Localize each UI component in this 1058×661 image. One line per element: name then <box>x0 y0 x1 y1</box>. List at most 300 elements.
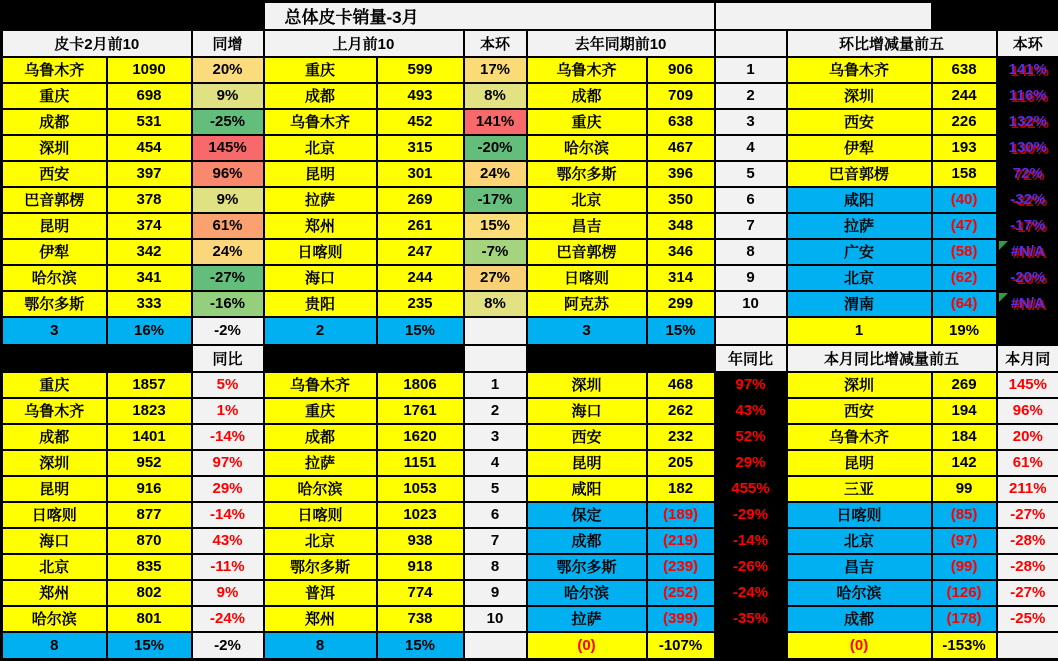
pct-cell[interactable]: 61% <box>997 450 1058 476</box>
city-cell[interactable]: 拉萨 <box>527 606 647 632</box>
pct-cell[interactable]: -27% <box>192 265 264 291</box>
city-cell[interactable]: 北京 <box>527 187 647 213</box>
pct-cell[interactable]: 27% <box>464 265 527 291</box>
pct-cell[interactable]: 5% <box>192 372 264 398</box>
value-cell[interactable]: (58) <box>932 239 997 265</box>
value-cell[interactable]: 877 <box>107 502 192 528</box>
value-cell[interactable]: 738 <box>377 606 464 632</box>
rank-cell[interactable]: 6 <box>715 187 787 213</box>
empty-cell <box>997 317 1058 345</box>
rank-cell[interactable]: 4 <box>715 135 787 161</box>
value-cell[interactable]: (239) <box>647 554 715 580</box>
pct-cell[interactable]: 8% <box>464 83 527 109</box>
city-cell[interactable]: 成都 <box>2 109 107 135</box>
value-cell[interactable]: 205 <box>647 450 715 476</box>
value-cell[interactable]: 315 <box>377 135 464 161</box>
city-cell[interactable]: 日喀则 <box>527 265 647 291</box>
city-cell[interactable]: 深圳 <box>2 450 107 476</box>
pct-cell[interactable]: 97% <box>192 450 264 476</box>
city-cell[interactable]: 日喀则 <box>264 502 377 528</box>
city-cell[interactable]: 昌吉 <box>527 213 647 239</box>
pct-cell[interactable]: #N/A <box>997 239 1058 265</box>
value-cell[interactable]: 269 <box>377 187 464 213</box>
summary-cell[interactable]: 15% <box>647 317 715 345</box>
value-cell[interactable]: 1761 <box>377 398 464 424</box>
value-cell[interactable]: 301 <box>377 161 464 187</box>
city-cell[interactable]: 西安 <box>787 398 932 424</box>
rank-cell[interactable]: 10 <box>715 291 787 317</box>
value-cell[interactable]: 348 <box>647 213 715 239</box>
summary-cell[interactable]: 15% <box>377 632 464 660</box>
value-cell[interactable]: 952 <box>107 450 192 476</box>
city-cell[interactable]: 昆明 <box>787 450 932 476</box>
value-cell[interactable]: 247 <box>377 239 464 265</box>
value-cell[interactable]: 374 <box>107 213 192 239</box>
table-row <box>2 161 1058 187</box>
summary-cell[interactable]: 16% <box>107 317 192 345</box>
summary-cell[interactable]: 8 <box>2 632 107 660</box>
pct-cell[interactable]: 43% <box>192 528 264 554</box>
column-header[interactable]: 同增 <box>192 30 264 57</box>
value-cell[interactable]: 378 <box>107 187 192 213</box>
city-cell[interactable]: 北京 <box>264 135 377 161</box>
empty-cell <box>997 2 1058 30</box>
value-cell[interactable]: 1151 <box>377 450 464 476</box>
city-cell[interactable]: 哈尔滨 <box>2 265 107 291</box>
city-cell[interactable]: 乌鲁木齐 <box>2 57 107 83</box>
value-cell[interactable]: 1023 <box>377 502 464 528</box>
rank-cell[interactable]: 7 <box>464 528 527 554</box>
pct-cell[interactable]: -28% <box>997 554 1058 580</box>
summary-cell[interactable]: 8 <box>264 632 377 660</box>
yoy-pct-cell[interactable]: 52% <box>715 424 787 450</box>
column-header[interactable]: 本环 <box>997 30 1058 57</box>
rank-cell[interactable]: 1 <box>715 57 787 83</box>
city-cell[interactable]: 海口 <box>264 265 377 291</box>
city-cell[interactable]: 拉萨 <box>264 450 377 476</box>
pct-cell[interactable]: 96% <box>192 161 264 187</box>
summary-cell[interactable]: -107% <box>647 632 715 660</box>
value-cell[interactable]: 333 <box>107 291 192 317</box>
city-cell[interactable]: 阿克苏 <box>527 291 647 317</box>
table-row <box>2 450 1058 476</box>
city-cell[interactable]: 昌吉 <box>787 554 932 580</box>
city-cell[interactable]: 成都 <box>264 83 377 109</box>
table-row <box>2 606 1058 632</box>
rank-cell[interactable]: 7 <box>715 213 787 239</box>
rank-cell[interactable]: 9 <box>715 265 787 291</box>
pct-cell[interactable]: 29% <box>192 476 264 502</box>
empty-cell <box>715 632 787 660</box>
value-cell[interactable]: (99) <box>932 554 997 580</box>
value-cell[interactable]: (85) <box>932 502 997 528</box>
value-cell[interactable]: 299 <box>647 291 715 317</box>
pct-cell[interactable]: 20% <box>192 57 264 83</box>
value-cell[interactable]: 531 <box>107 109 192 135</box>
value-cell[interactable]: (178) <box>932 606 997 632</box>
city-cell[interactable]: 成都 <box>527 83 647 109</box>
pct-cell[interactable]: -20% <box>464 135 527 161</box>
summary-cell[interactable]: -153% <box>932 632 997 660</box>
pct-cell[interactable]: 15% <box>464 213 527 239</box>
table-row <box>2 187 1058 213</box>
city-cell[interactable]: 巴音郭楞 <box>2 187 107 213</box>
value-cell[interactable]: (252) <box>647 580 715 606</box>
pct-cell[interactable]: -25% <box>997 606 1058 632</box>
value-cell[interactable]: 454 <box>107 135 192 161</box>
rank-cell[interactable]: 9 <box>464 580 527 606</box>
pct-cell[interactable]: -17% <box>997 213 1058 239</box>
value-cell[interactable]: 467 <box>647 135 715 161</box>
city-cell[interactable]: 西安 <box>2 161 107 187</box>
city-cell[interactable]: 郑州 <box>264 213 377 239</box>
value-cell[interactable]: 314 <box>647 265 715 291</box>
rank-cell[interactable]: 5 <box>464 476 527 502</box>
value-cell[interactable]: (189) <box>647 502 715 528</box>
value-cell[interactable]: 916 <box>107 476 192 502</box>
summary-cell[interactable]: (0) <box>787 632 932 660</box>
city-cell[interactable]: 乌鲁木齐 <box>527 57 647 83</box>
summary-cell[interactable]: -2% <box>192 317 264 345</box>
table-row <box>2 580 1058 606</box>
city-cell[interactable]: 乌鲁木齐 <box>787 57 932 83</box>
empty-cell <box>715 317 787 345</box>
table-row <box>2 57 1058 83</box>
city-cell[interactable]: 日喀则 <box>2 502 107 528</box>
value-cell[interactable]: 599 <box>377 57 464 83</box>
value-cell[interactable]: 99 <box>932 476 997 502</box>
city-cell[interactable]: 三亚 <box>787 476 932 502</box>
city-cell[interactable]: 伊犁 <box>787 135 932 161</box>
city-cell[interactable]: 郑州 <box>2 580 107 606</box>
city-cell[interactable]: 乌鲁木齐 <box>787 424 932 450</box>
table-row <box>2 83 1058 109</box>
pct-cell[interactable]: -14% <box>192 424 264 450</box>
value-cell[interactable]: 638 <box>932 57 997 83</box>
value-cell[interactable]: 1857 <box>107 372 192 398</box>
value-cell[interactable]: (399) <box>647 606 715 632</box>
pct-cell[interactable]: -20% <box>997 265 1058 291</box>
city-cell[interactable]: 鄂尔多斯 <box>264 554 377 580</box>
value-cell[interactable]: (64) <box>932 291 997 317</box>
city-cell[interactable]: 重庆 <box>2 83 107 109</box>
city-cell[interactable]: 哈尔滨 <box>527 135 647 161</box>
pct-cell[interactable]: 8% <box>464 291 527 317</box>
yoy-pct-cell[interactable]: -29% <box>715 502 787 528</box>
city-cell[interactable]: 咸阳 <box>527 476 647 502</box>
value-cell[interactable]: 142 <box>932 450 997 476</box>
rank-cell[interactable]: 8 <box>715 239 787 265</box>
pct-cell[interactable]: 145% <box>192 135 264 161</box>
value-cell[interactable]: 244 <box>377 265 464 291</box>
table-row <box>2 554 1058 580</box>
city-cell[interactable]: 广安 <box>787 239 932 265</box>
table-row <box>2 109 1058 135</box>
city-cell[interactable]: 昆明 <box>2 213 107 239</box>
pct-cell[interactable]: -11% <box>192 554 264 580</box>
pct-cell[interactable]: 141% <box>464 109 527 135</box>
city-cell[interactable]: 鄂尔多斯 <box>527 161 647 187</box>
pct-cell[interactable]: 130% <box>997 135 1058 161</box>
value-cell[interactable]: (126) <box>932 580 997 606</box>
value-cell[interactable]: (40) <box>932 187 997 213</box>
value-cell[interactable]: 184 <box>932 424 997 450</box>
value-cell[interactable]: 350 <box>647 187 715 213</box>
summary-cell[interactable]: 15% <box>107 632 192 660</box>
value-cell[interactable]: 396 <box>647 161 715 187</box>
value-cell[interactable]: 262 <box>647 398 715 424</box>
pct-cell[interactable]: 116% <box>997 83 1058 109</box>
value-cell[interactable]: 232 <box>647 424 715 450</box>
pct-cell[interactable]: 1% <box>192 398 264 424</box>
title-row <box>2 2 1058 30</box>
column-header[interactable]: 上月前10 <box>264 30 464 57</box>
value-cell[interactable]: 1090 <box>107 57 192 83</box>
value-cell[interactable]: (219) <box>647 528 715 554</box>
empty-cell <box>715 2 932 30</box>
city-cell[interactable]: 北京 <box>2 554 107 580</box>
city-cell[interactable]: 成都 <box>2 424 107 450</box>
column-header[interactable]: 去年同期前10 <box>527 30 715 57</box>
value-cell[interactable]: 698 <box>107 83 192 109</box>
value-cell[interactable]: 1053 <box>377 476 464 502</box>
rank-cell[interactable]: 1 <box>464 372 527 398</box>
city-cell[interactable]: 乌鲁木齐 <box>264 372 377 398</box>
city-cell[interactable]: 成都 <box>527 528 647 554</box>
city-cell[interactable]: 渭南 <box>787 291 932 317</box>
rank-cell[interactable]: 4 <box>464 450 527 476</box>
value-cell[interactable]: (97) <box>932 528 997 554</box>
city-cell[interactable]: 重庆 <box>264 57 377 83</box>
pct-cell[interactable]: 61% <box>192 213 264 239</box>
table-row <box>2 265 1058 291</box>
table-row <box>2 239 1058 265</box>
yoy-pct-cell[interactable]: -35% <box>715 606 787 632</box>
city-cell[interactable]: 深圳 <box>787 83 932 109</box>
table-row <box>2 291 1058 317</box>
value-cell[interactable]: 870 <box>107 528 192 554</box>
city-cell[interactable]: 巴音郭楞 <box>787 161 932 187</box>
pct-cell[interactable]: 9% <box>192 83 264 109</box>
value-cell[interactable]: 235 <box>377 291 464 317</box>
value-cell[interactable]: 346 <box>647 239 715 265</box>
summary-cell[interactable]: 15% <box>377 317 464 345</box>
pct-cell[interactable]: 132% <box>997 109 1058 135</box>
value-cell[interactable]: 341 <box>107 265 192 291</box>
table-row <box>2 372 1058 398</box>
summary-cell[interactable]: -2% <box>192 632 264 660</box>
value-cell[interactable]: 226 <box>932 109 997 135</box>
column-header[interactable]: 皮卡2月前10 <box>2 30 192 57</box>
city-cell[interactable]: 哈尔滨 <box>527 580 647 606</box>
pct-cell[interactable]: 9% <box>192 580 264 606</box>
pct-cell[interactable]: 17% <box>464 57 527 83</box>
city-cell[interactable]: 深圳 <box>527 372 647 398</box>
rank-cell[interactable]: 2 <box>464 398 527 424</box>
pct-cell[interactable]: -28% <box>997 528 1058 554</box>
city-cell[interactable]: 普洱 <box>264 580 377 606</box>
value-cell[interactable]: 397 <box>107 161 192 187</box>
value-cell[interactable]: 709 <box>647 83 715 109</box>
value-cell[interactable]: (62) <box>932 265 997 291</box>
city-cell[interactable]: 西安 <box>787 109 932 135</box>
rank-cell[interactable]: 5 <box>715 161 787 187</box>
value-cell[interactable]: 835 <box>107 554 192 580</box>
value-cell[interactable]: 906 <box>647 57 715 83</box>
city-cell[interactable]: 昆明 <box>2 476 107 502</box>
pct-cell[interactable]: 141% <box>997 57 1058 83</box>
value-cell[interactable]: 493 <box>377 83 464 109</box>
pct-cell[interactable]: -32% <box>997 187 1058 213</box>
city-cell[interactable]: 鄂尔多斯 <box>527 554 647 580</box>
city-cell[interactable]: 日喀则 <box>787 502 932 528</box>
value-cell[interactable]: 342 <box>107 239 192 265</box>
header-row <box>2 345 1058 372</box>
value-cell[interactable]: 938 <box>377 528 464 554</box>
pct-cell[interactable]: -24% <box>192 606 264 632</box>
city-cell[interactable]: 郑州 <box>264 606 377 632</box>
summary-row <box>2 317 1058 345</box>
city-cell[interactable]: 海口 <box>2 528 107 554</box>
value-cell[interactable]: (47) <box>932 213 997 239</box>
column-header[interactable]: 同比 <box>192 345 264 372</box>
city-cell[interactable]: 深圳 <box>2 135 107 161</box>
empty-cell <box>464 317 527 345</box>
city-cell[interactable]: 深圳 <box>787 372 932 398</box>
summary-cell[interactable]: 2 <box>264 317 377 345</box>
value-cell[interactable]: 194 <box>932 398 997 424</box>
city-cell[interactable]: 重庆 <box>264 398 377 424</box>
yoy-pct-cell[interactable]: -24% <box>715 580 787 606</box>
value-cell[interactable]: 1620 <box>377 424 464 450</box>
summary-cell[interactable]: 3 <box>2 317 107 345</box>
pct-cell[interactable]: 20% <box>997 424 1058 450</box>
pct-cell[interactable]: 24% <box>464 161 527 187</box>
city-cell[interactable]: 乌鲁木齐 <box>264 109 377 135</box>
city-cell[interactable]: 哈尔滨 <box>787 580 932 606</box>
pct-cell[interactable]: -27% <box>997 502 1058 528</box>
value-cell[interactable]: 468 <box>647 372 715 398</box>
empty-cell <box>715 30 787 57</box>
empty-cell <box>2 345 192 372</box>
city-cell[interactable]: 北京 <box>264 528 377 554</box>
yoy-pct-cell[interactable]: 455% <box>715 476 787 502</box>
value-cell[interactable]: 638 <box>647 109 715 135</box>
city-cell[interactable]: 成都 <box>264 424 377 450</box>
value-cell[interactable]: 802 <box>107 580 192 606</box>
city-cell[interactable]: 咸阳 <box>787 187 932 213</box>
value-cell[interactable]: 158 <box>932 161 997 187</box>
pct-cell[interactable]: -16% <box>192 291 264 317</box>
empty-cell <box>464 345 527 372</box>
pct-cell[interactable]: 211% <box>997 476 1058 502</box>
city-cell[interactable]: 北京 <box>787 265 932 291</box>
yoy-pct-cell[interactable]: 43% <box>715 398 787 424</box>
table-row <box>2 135 1058 161</box>
rank-cell[interactable]: 3 <box>464 424 527 450</box>
city-cell[interactable]: 北京 <box>787 528 932 554</box>
value-cell[interactable]: 244 <box>932 83 997 109</box>
city-cell[interactable]: 重庆 <box>2 372 107 398</box>
value-cell[interactable]: 269 <box>932 372 997 398</box>
value-cell[interactable]: 774 <box>377 580 464 606</box>
city-cell[interactable]: 伊犁 <box>2 239 107 265</box>
city-cell[interactable]: 拉萨 <box>787 213 932 239</box>
city-cell[interactable]: 日喀则 <box>264 239 377 265</box>
pct-cell[interactable]: 9% <box>192 187 264 213</box>
value-cell[interactable]: 452 <box>377 109 464 135</box>
value-cell[interactable]: 1823 <box>107 398 192 424</box>
city-cell[interactable]: 保定 <box>527 502 647 528</box>
value-cell[interactable]: 918 <box>377 554 464 580</box>
pct-cell[interactable]: 96% <box>997 398 1058 424</box>
rank-cell[interactable]: 6 <box>464 502 527 528</box>
value-cell[interactable]: 182 <box>647 476 715 502</box>
city-cell[interactable]: 昆明 <box>527 450 647 476</box>
summary-cell[interactable]: 19% <box>932 317 997 345</box>
yoy-pct-cell[interactable]: 29% <box>715 450 787 476</box>
pct-cell[interactable]: -17% <box>464 187 527 213</box>
rank-cell[interactable]: 3 <box>715 109 787 135</box>
pct-cell[interactable]: #N/A <box>997 291 1058 317</box>
city-cell[interactable]: 重庆 <box>527 109 647 135</box>
yoy-pct-cell[interactable]: -26% <box>715 554 787 580</box>
city-cell[interactable]: 哈尔滨 <box>2 606 107 632</box>
rank-cell[interactable]: 8 <box>464 554 527 580</box>
empty-cell <box>2 2 264 30</box>
pct-cell[interactable]: 72% <box>997 161 1058 187</box>
value-cell[interactable]: 1401 <box>107 424 192 450</box>
value-cell[interactable]: 193 <box>932 135 997 161</box>
value-cell[interactable]: 261 <box>377 213 464 239</box>
pct-cell[interactable]: -25% <box>192 109 264 135</box>
pct-cell[interactable]: -27% <box>997 580 1058 606</box>
column-header[interactable]: 环比增减量前五 <box>787 30 997 57</box>
summary-cell[interactable]: 1 <box>787 317 932 345</box>
column-header[interactable]: 本环 <box>464 30 527 57</box>
city-cell[interactable]: 哈尔滨 <box>264 476 377 502</box>
column-header[interactable]: 年同比 <box>715 345 787 372</box>
city-cell[interactable]: 乌鲁木齐 <box>2 398 107 424</box>
yoy-pct-cell[interactable]: 97% <box>715 372 787 398</box>
column-header[interactable]: 本月同比增减量前五 <box>787 345 997 372</box>
summary-cell[interactable]: (0) <box>527 632 647 660</box>
header-row <box>2 30 1058 57</box>
city-cell[interactable]: 拉萨 <box>264 187 377 213</box>
city-cell[interactable]: 贵阳 <box>264 291 377 317</box>
table-row <box>2 424 1058 450</box>
city-cell[interactable]: 成都 <box>787 606 932 632</box>
summary-cell[interactable]: 3 <box>527 317 647 345</box>
pct-cell[interactable]: -7% <box>464 239 527 265</box>
column-header[interactable]: 本月同 <box>997 345 1058 372</box>
pct-cell[interactable]: 145% <box>997 372 1058 398</box>
page-title[interactable]: 总体皮卡销量-3月 <box>264 2 715 30</box>
pct-cell[interactable]: 24% <box>192 239 264 265</box>
city-cell[interactable]: 西安 <box>527 424 647 450</box>
city-cell[interactable]: 巴音郭楞 <box>527 239 647 265</box>
rank-cell[interactable]: 2 <box>715 83 787 109</box>
value-cell[interactable]: 801 <box>107 606 192 632</box>
rank-cell[interactable]: 10 <box>464 606 527 632</box>
city-cell[interactable]: 昆明 <box>264 161 377 187</box>
empty-cell <box>527 345 715 372</box>
city-cell[interactable]: 鄂尔多斯 <box>2 291 107 317</box>
yoy-pct-cell[interactable]: -14% <box>715 528 787 554</box>
value-cell[interactable]: 1806 <box>377 372 464 398</box>
pct-cell[interactable]: -14% <box>192 502 264 528</box>
city-cell[interactable]: 海口 <box>527 398 647 424</box>
